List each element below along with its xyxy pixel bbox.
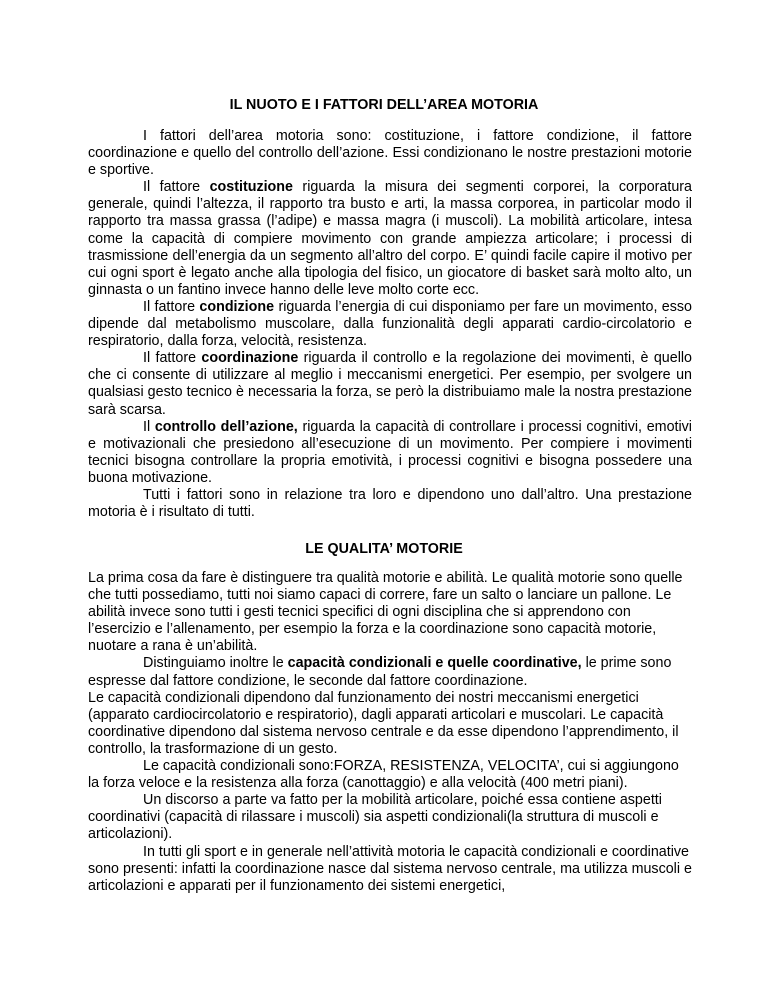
paragraph	[88, 350, 692, 418]
paragraph-text: riguarda il controllo e la regolazione dei movimenti, è quello che ci consente di utilizzare al meglio i meccanismi energetici. Per esempio, per svolgere un qualsiasi gesto tecnico è necessaria la forza, se però la distribuiamo male la nostra prestazione sarà scarsa.	[88, 350, 693, 418]
paragraph-text: Tutti i fattori sono in relazione tra loro e dipendono uno dall’altro. Una prestazione motoria è i risultato di tutti.	[88, 486, 692, 521]
paragraph-text: Un discorso a parte va fatto per la mobilità articolare, poiché essa contiene aspetti coordinativi (capacità di rilassare i muscoli) sia aspetti condizionali(la struttura di muscoli e articolazioni).	[88, 792, 662, 843]
bold-term: coordinazione	[201, 350, 299, 367]
paragraph-text: Il	[143, 418, 155, 435]
bold-term: controllo dell’azione,	[154, 418, 298, 435]
paragraph	[88, 419, 692, 487]
paragraph	[88, 128, 692, 179]
paragraph	[88, 758, 692, 792]
section-title-qualita: LE QUALITA’ MOTORIE	[305, 541, 463, 557]
bold-term: condizione	[199, 298, 275, 315]
paragraph-text: Le capacità condizionali sono:FORZA, RESISTENZA, VELOCITA’, cui si aggiungono la forza veloce e la resistenza alla forza (canottaggio) e alla velocità (400 metri piani).	[88, 758, 679, 792]
bold-term: capacità condizionali e quelle coordinative,	[287, 655, 582, 672]
section-body-qualita	[88, 570, 692, 895]
section-body-fattori	[88, 128, 692, 521]
paragraph-text: Distinguiamo inoltre le	[143, 655, 288, 672]
paragraph	[88, 690, 692, 758]
paragraph	[88, 487, 692, 521]
bold-term: costituzione	[209, 179, 293, 196]
paragraph-text: Il fattore	[143, 179, 210, 196]
paragraph-text: riguarda l’energia di cui disponiamo per fare un movimento, esso dipende dal metabolismo muscolare, dalla funzionalità degli apparati cardio-circolatorio e respiratorio, dalla forza, velocità, resistenza.	[88, 298, 692, 350]
paragraph	[88, 179, 692, 299]
paragraph	[88, 844, 692, 895]
paragraph-text: riguarda la capacità di controllare i processi cognitivi, emotivi e motivazionali che presiedono all’esecuzione di un movimento. Per compiere i movimenti tecnici bisogna controllare la propria emotività, i processi cognitivi e bisogna possedere una buona motivazione.	[88, 418, 692, 486]
paragraph-text: In tutti gli sport e in generale nell’attività motoria le capacità condizionali e coordinative sono presenti: infatti la coordinazione nasce dal sistema nervoso centrale, ma utilizza muscoli e articolazioni e apparati per il funzionamento dei sistemi energetici,	[88, 843, 692, 894]
paragraph-text: La prima cosa da fare è distinguere tra qualità motorie e abilità. Le qualità motorie sono quelle che tutti possediamo, tutti noi siamo capaci di correre, fare un salto o lanciare un pallone. Le abilità invece sono tutti i gesti tecnici specifici di ogni disciplina che si apprendono con l’esercizio e l’allenamento, per esempio la forza e la coordinazione sono capacità motorie, nuotare a rana è un’abilità.	[88, 570, 683, 655]
paragraph-text: Il fattore	[143, 298, 200, 315]
section-title-nuoto: IL NUOTO E I FATTORI DELL’AREA MOTORIA	[229, 97, 539, 113]
paragraph	[88, 299, 692, 350]
paragraph-text: Il fattore	[143, 350, 202, 367]
paragraph-text: riguarda la misura dei segmenti corporei, la corporatura generale, quindi l’altezza, il rapporto tra busto e arti, la massa corporea, in particolar modo il rapporto tra massa grassa (l’adipe) e massa magra (i muscoli). La mobilità articolare, intesa come la capacità di compiere movimento con grande ampiezza articolare; i processi di trasmissione dell’energia da un segmento all’altro del corpo. E’ quindi facile capire il motivo per cui ogni sport è legato anche alla tipologia del fisico, un giocatore di basket sarà molto alto, un ginnasta o un fantino invece hanno delle leve molto corte ecc.	[88, 179, 692, 298]
paragraph	[88, 792, 692, 843]
paragraph	[88, 570, 692, 655]
paragraph	[88, 655, 692, 689]
paragraph-text: I fattori dell’area motoria sono: costituzione, i fattore condizione, il fattore coordinazione e quello del controllo dell’azione. Essi condizionano le nostre prestazioni motorie e sportive.	[88, 128, 692, 179]
paragraph-text: Le capacità condizionali dipendono dal funzionamento dei nostri meccanismi energetici (apparato cardiocircolatorio e respiratorio), dagli apparati articolari e muscolari. Le capacità coordinative dipendono dal sistema nervoso centrale e da esse dipendono l’apprendimento, il controllo, la trasformazione di un gesto.	[88, 689, 679, 757]
paragraph-text: le prime sono espresse dal fattore condizione, le seconde dal fattore coordinazione.	[88, 655, 672, 689]
